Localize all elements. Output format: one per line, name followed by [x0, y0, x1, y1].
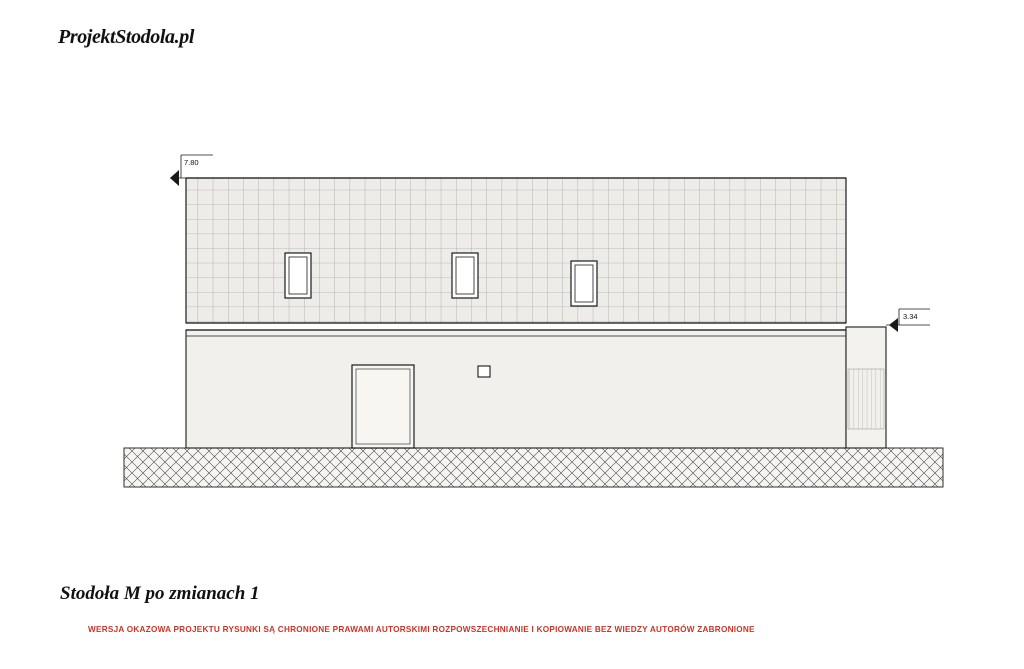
- copyright-note: WERSJA OKAZOWA PROJEKTU RYSUNKI SĄ CHRONIONE PRAWAMI AUTORSKIMI ROZPOWSZECHNIANIE I KOPIOWANIE BEZ WIEDZY AUTORÓW ZABRONIONE: [88, 625, 755, 634]
- facade-wall: [186, 330, 846, 448]
- site-logo: ProjektStodola.pl: [58, 26, 194, 48]
- side-annex: [846, 327, 886, 448]
- drawing-title: Stodoła M po zmianach 1: [60, 583, 260, 604]
- dimension-label-ridge: 7.80: [184, 158, 199, 167]
- roof-window: [285, 253, 311, 298]
- roof-window: [571, 261, 597, 306]
- roof-tiles: [186, 178, 846, 323]
- dimension-label-eave: 3.34: [903, 312, 918, 321]
- wall-vent: [478, 366, 490, 377]
- roof-window: [452, 253, 478, 298]
- ground-hatch: [124, 448, 943, 487]
- entry-door: [352, 365, 414, 448]
